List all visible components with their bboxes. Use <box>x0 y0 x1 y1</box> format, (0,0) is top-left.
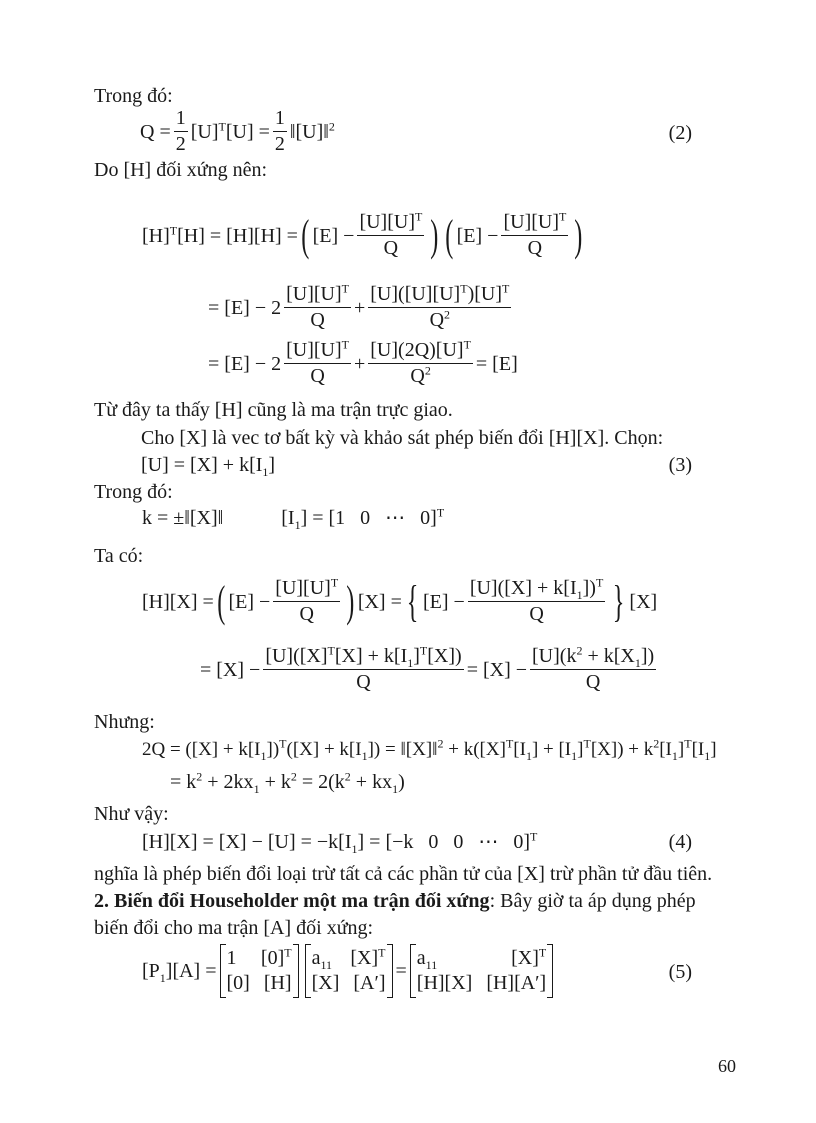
equation-number: (2) <box>668 122 692 144</box>
equation-ht-h: $[H]^T[H] = [H][H]$ = ( [E] − $\frac{[U][U]^T}{Q}$ ) ( [E] − $\frac{[U][U]^T}{Q}$ ) <box>142 209 583 260</box>
equation-5: $[P_1][A]$ = 1 $[0]^T$ [0] [H] $a_{11}$ $[X]^T$ [X] [A′] = $a_{11}$ $[X]^T$ [H][X] [H][A′] <box>142 944 556 998</box>
text-line: Trong đó: <box>94 481 173 503</box>
equation-ht-h-line3: = [E] − 2 $\frac{[U][U]^T}{Q}$ + $\frac{[U](2Q)[U]^T}{Q^2}$ = [E] <box>208 337 518 387</box>
text-line: biến đổi cho ma trận [A] đối xứng: <box>94 917 374 939</box>
text-line: Trong đó: <box>94 85 173 107</box>
equation-number: (3) <box>668 454 692 476</box>
equation-k: k = ±‖[X]‖ $[I_1] = [1$ 0 ⋯ 0]$^T$ <box>142 505 445 532</box>
text-line: Như vậy: <box>94 803 169 825</box>
equation-2: Q = $\frac{1}{2}$ $[U]^T[U]$ = $\frac{1}{2}$ ‖[U]‖$^2$ <box>140 107 335 155</box>
equation-hx: [H][X] = ( [E] − $\frac{[U][U]^T}{Q}$ ) [X] = { [E] − $\frac{[U]([X] + k[I_1])^T}{Q}$ } [X] <box>142 575 658 626</box>
text-line: Do [H] đối xứng nên: <box>94 159 268 181</box>
text-line: Cho [X] là vec tơ bất kỳ và khảo sát phép biến đổi [H][X]. Chọn: <box>141 427 664 449</box>
equation-2q: $2Q = ([X] + k[I_1])^T([X] + k[I_1])$ = ‖[X]‖$^2$ + $k([X]^T[I_1] + [I_1]^T[X]) + k^2[I_1]^T[I_1]$ <box>142 736 717 763</box>
equation-hx-line2: = [X] − $\frac{[U]([X]^T[X] + k[I_1]^T[X])}{Q}$ = [X] − $\frac{[U](k^2 + k[X_1])}{Q}$ <box>200 643 655 693</box>
equation-3-text: [U] = [X] + k[I <box>141 454 263 476</box>
equation-ht-h-line2: = [E] − 2 $\frac{[U][U]^T}{Q}$ + $\frac{[U]([U][U]^T)[U]^T}{Q^2}$ <box>208 281 510 331</box>
equation-number: (5) <box>668 961 692 983</box>
text-line: Từ đây ta thấy [H] cũng là ma trận trực giao. <box>94 399 453 421</box>
section-heading <box>94 891 696 911</box>
text-line: Nhưng: <box>94 711 155 733</box>
equation-4: $[H][X] = [X] - [U] = -k[I_1] = [-k$ 0 0 ⋯ 0]$^T$ <box>142 829 538 856</box>
page-number: 60 <box>718 1056 736 1076</box>
section-text: : Bây giờ ta áp dụng phép <box>489 890 696 912</box>
equation-3: $[U] = [X] + k[I_1]$ <box>141 454 276 479</box>
text-line: Ta có: <box>94 545 144 567</box>
section-title: 2. Biến đổi Householder một ma trận đối xứng <box>94 890 490 912</box>
equation-number: (4) <box>668 831 692 853</box>
equation-2q-line2: = $k^2 + 2kx_1 + k^2 = 2(k^2 + kx_1)$ <box>170 769 405 796</box>
text-line: nghĩa là phép biến đổi loại trừ tất cả các phần tử của [X] trừ phần tử đầu tiên. <box>94 863 713 885</box>
